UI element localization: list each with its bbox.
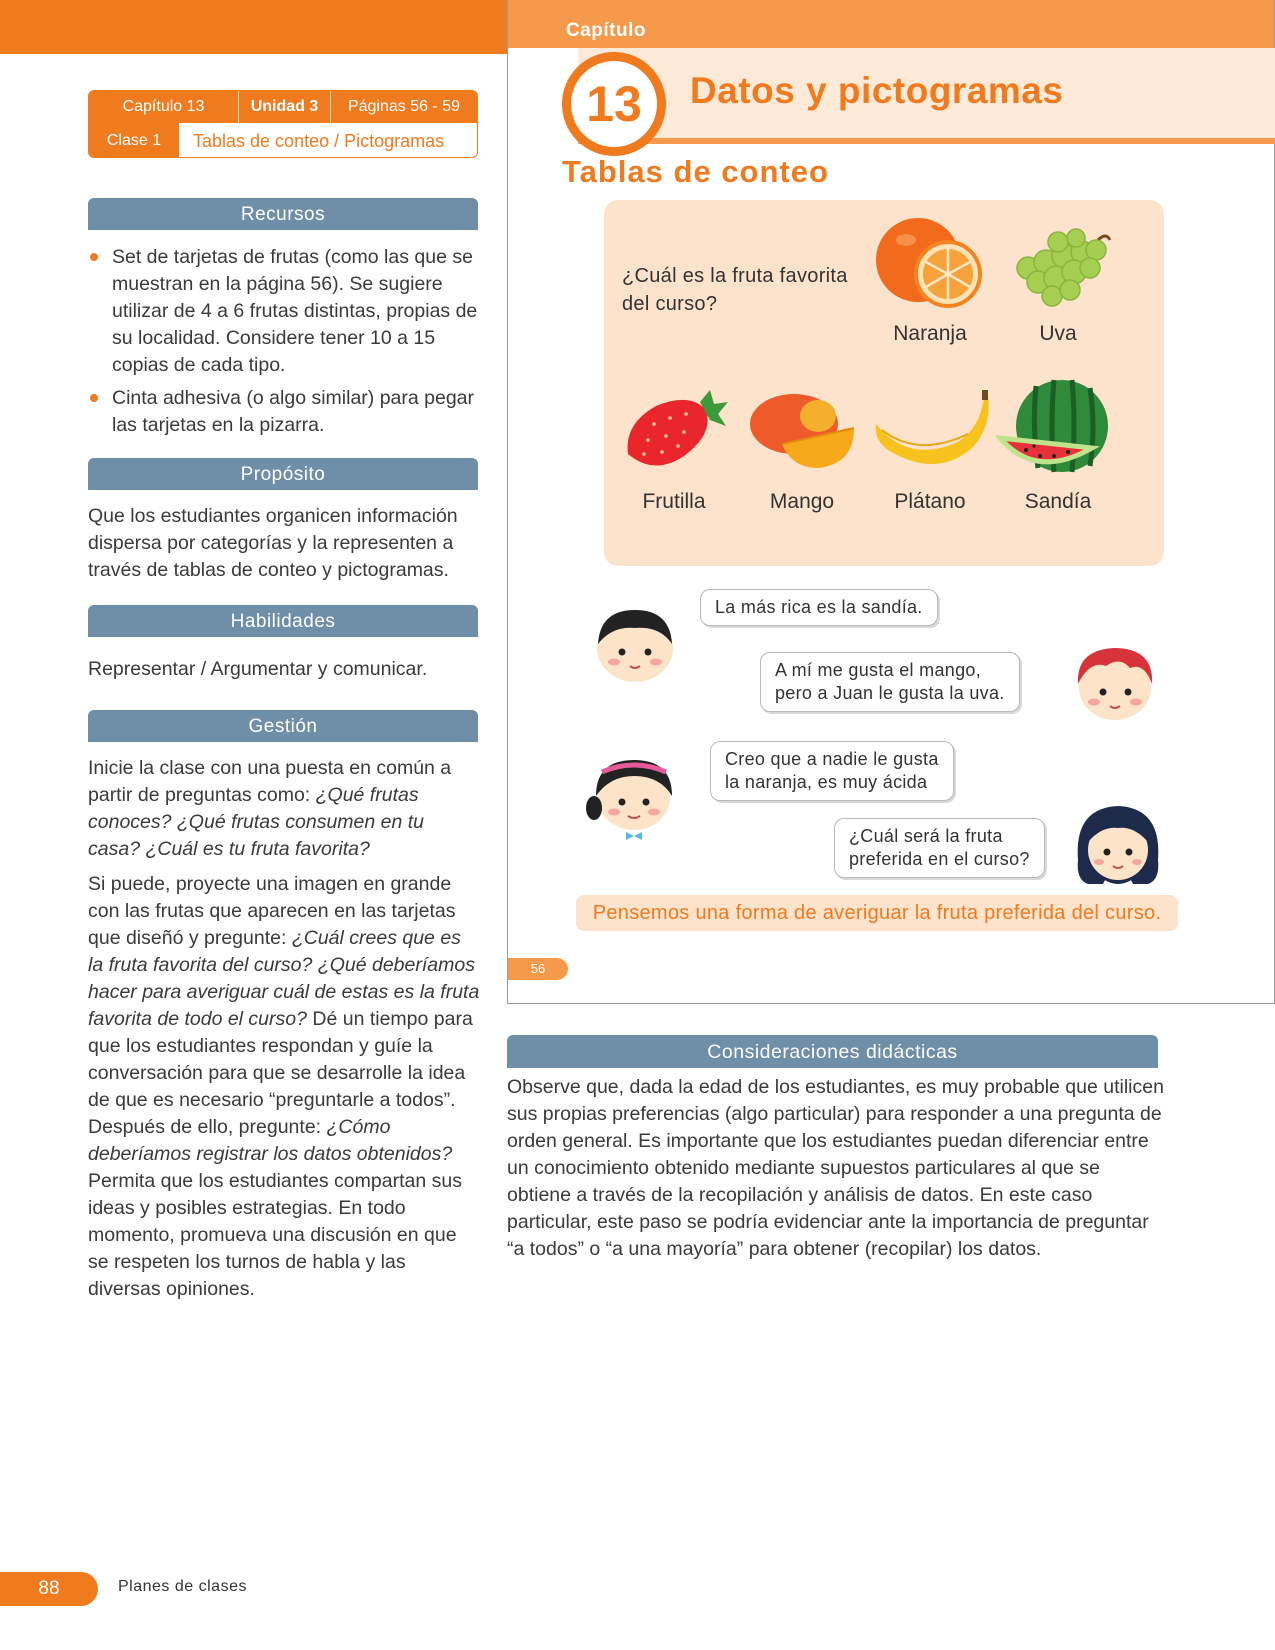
top-orange-band bbox=[0, 0, 508, 54]
mango-icon bbox=[742, 384, 862, 482]
footer-label: Planes de clases bbox=[118, 1578, 247, 1595]
speech-bubble-1 bbox=[700, 589, 938, 626]
section-title: Tablas de conteo bbox=[562, 154, 829, 189]
speech-bubble-3 bbox=[710, 741, 954, 801]
lesson-topic: Tablas de conteo / Pictogramas bbox=[193, 131, 445, 151]
fruit-card-mango bbox=[740, 384, 864, 514]
gestion-paragraph-2 bbox=[88, 871, 480, 1303]
lesson-label: Clase 1 bbox=[89, 123, 179, 158]
kid-3-avatar bbox=[584, 752, 680, 847]
fruit-question: ¿Cuál es la fruta favorita del curso? bbox=[622, 265, 848, 315]
fruit-label-strawberry: Frutilla bbox=[642, 490, 706, 513]
gestion-p2-text-a: Si puede, proyecte una imagen en grande con las frutas que aparecen en las tarjetas que diseñó y pregunte: bbox=[88, 873, 456, 949]
fruit-card-grape bbox=[996, 210, 1120, 346]
gestion-p1-text: Inicie la clase con una puesta en común a partir de preguntas como: bbox=[88, 757, 452, 806]
bubble-2-line-1: A mí me gusta el mango, bbox=[775, 660, 981, 680]
chapter-word: Capítulo bbox=[566, 20, 646, 41]
bubble-1-text: La más rica es la sandía. bbox=[715, 597, 923, 617]
proposito-paragraph: Que los estudiantes organicen información dispersa por categorías y la representen a través de tablas de conteo y pictogramas. bbox=[88, 505, 458, 581]
footer-page-number: 88 bbox=[0, 1572, 98, 1606]
gestion-p2-text-e: Permita que los estudiantes compartan sus ideas y posibles estrategias. En todo momento, promueva una discusión en que se respeten los turnos de habla y las diversas opiniones. bbox=[88, 1170, 462, 1300]
habilidades-text bbox=[88, 656, 480, 691]
fruit-label-orange: Naranja bbox=[893, 322, 967, 345]
bullet-icon bbox=[90, 394, 98, 402]
habilidades-paragraph: Representar / Argumentar y comunicar. bbox=[88, 658, 428, 680]
redhead-boy-face-icon bbox=[1070, 642, 1160, 724]
bubble-4-line-1: ¿Cuál será la fruta bbox=[849, 826, 1003, 846]
gestion-p1-questions: ¿Qué frutas conoces? ¿Qué frutas consumen en tu casa? ¿Cuál es tu fruta favorita? bbox=[88, 784, 425, 860]
gestion-paragraph-1 bbox=[88, 755, 480, 863]
gestion-p2-text-c: Dé un tiempo para que los estudiantes respondan y guíe la conversación para que se desarrolle la idea de que es necesario “preguntarle a todos”. Después de ello, pregunte: bbox=[88, 1008, 473, 1138]
gestion-text bbox=[88, 755, 480, 1311]
lesson-header bbox=[88, 90, 478, 158]
watermelon-icon bbox=[996, 376, 1120, 482]
kid-1-avatar bbox=[590, 604, 680, 689]
lesson-header-row bbox=[89, 91, 477, 123]
student-page-number: 56 bbox=[508, 958, 568, 980]
recursos-list bbox=[88, 244, 480, 445]
boy-face-icon bbox=[590, 604, 680, 684]
bubble-3-line-2: la naranja, es muy ácida bbox=[725, 772, 928, 792]
fruit-panel bbox=[604, 200, 1164, 566]
fruit-label-banana: Plátano bbox=[894, 490, 966, 513]
fruit-card-orange bbox=[868, 210, 992, 346]
chapter-number-badge: 13 bbox=[562, 52, 666, 156]
consideraciones-heading: Consideraciones didácticas bbox=[507, 1035, 1158, 1068]
lesson-topic-row bbox=[89, 123, 477, 158]
bubble-3-line-1: Creo que a nadie le gusta bbox=[725, 749, 939, 769]
fruit-card-strawberry bbox=[612, 384, 736, 514]
gestion-heading: Gestión bbox=[88, 710, 478, 742]
student-page bbox=[507, 0, 1275, 1004]
bubble-4-line-2: preferida en el curso? bbox=[849, 849, 1030, 869]
habilidades-heading: Habilidades bbox=[88, 605, 478, 637]
strawberry-icon bbox=[614, 384, 734, 482]
fruit-card-watermelon bbox=[996, 376, 1120, 514]
consideraciones-paragraph: Observe que, dada la edad de los estudiantes, es muy probable que utilicen sus propias preferencias (algo particular) para responder a una pregunta de orden general. Es importante que los estudiantes puedan diferenciar entre un conocimiento obtenido mediante supuestos particulares al que se obtiene a través de la recopilación y análisis de datos. En este caso particular, este paso se podría evidenciar ante la importancia de preguntar “a todos” o “a una mayoría” para obtener (recopilar) los datos. bbox=[507, 1076, 1164, 1260]
proposito-text bbox=[88, 503, 480, 592]
girl-face-icon bbox=[584, 752, 680, 842]
pages-label: Páginas 56 - 59 bbox=[347, 98, 461, 115]
recursos-item-1: Set de tarjetas de frutas (como las que se muestran en la página 56). Se sugiere utilizar de 4 a 6 frutas distintas, propias de su localidad. Considere tener 10 a 15 copias de cada tipo. bbox=[112, 246, 478, 376]
grape-icon bbox=[998, 210, 1118, 314]
fruit-label-watermelon: Sandía bbox=[1024, 490, 1092, 513]
fruit-label-grape: Uva bbox=[1039, 322, 1077, 345]
recursos-heading: Recursos bbox=[88, 198, 478, 230]
consideraciones-text bbox=[507, 1074, 1167, 1263]
chapter-label: Capítulo 13 bbox=[89, 91, 239, 123]
kid-2-avatar bbox=[1070, 642, 1160, 729]
unit-label: Unidad 3 bbox=[239, 91, 331, 123]
prompt-banner: Pensemos una forma de averiguar la fruta preferida del curso. bbox=[576, 895, 1178, 931]
gestion-p2-questions: ¿Cuál crees que es la fruta favorita del curso? ¿Qué deberíamos hacer para averiguar cuál de estas es la fruta favorita de todo el curso? bbox=[88, 927, 480, 1030]
chapter-title: Datos y pictogramas bbox=[690, 70, 1064, 111]
banana-icon bbox=[868, 384, 992, 482]
bubble-2-line-2: pero a Juan le gusta la uva. bbox=[775, 683, 1005, 703]
speech-bubble-4 bbox=[834, 818, 1045, 878]
recursos-item-2: Cinta adhesiva (o algo similar) para pegar las tarjetas en la pizarra. bbox=[112, 387, 475, 436]
speech-bubble-2 bbox=[760, 652, 1020, 712]
kid-4-avatar bbox=[1068, 800, 1168, 895]
gestion-p2-question-d: ¿Cómo deberíamos registrar los datos obtenidos? bbox=[88, 1116, 453, 1165]
fruit-label-mango: Mango bbox=[769, 490, 835, 513]
orange-icon bbox=[872, 210, 988, 314]
list-item bbox=[88, 385, 480, 439]
fruit-card-banana bbox=[868, 384, 992, 514]
proposito-heading: Propósito bbox=[88, 458, 478, 490]
girl-dark-hair-face-icon bbox=[1068, 800, 1168, 890]
bullet-icon bbox=[90, 253, 98, 261]
list-item bbox=[88, 244, 480, 379]
